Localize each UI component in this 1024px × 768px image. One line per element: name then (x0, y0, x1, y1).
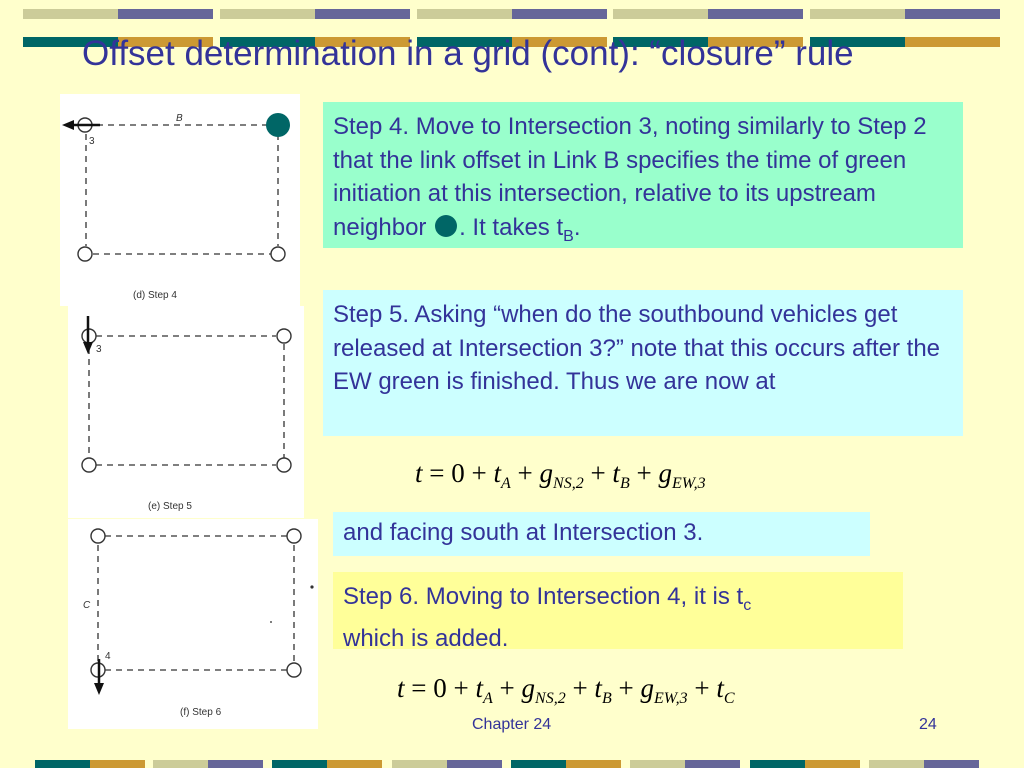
step-4-text-after: . It takes t (459, 213, 564, 241)
eq-var: t (612, 458, 620, 488)
eq-sub: C (723, 690, 735, 707)
figure-caption: (d) Step 4 (133, 290, 177, 301)
node-label: 4 (105, 651, 111, 662)
eq-var: g (658, 458, 672, 488)
step-6-box (333, 572, 903, 653)
arrow-down-icon (94, 683, 104, 695)
slide-title: Offset determination in a grid (cont): “closure” rule (82, 34, 854, 73)
eq-var: t (493, 458, 501, 488)
eq-var: t (415, 458, 423, 488)
eq-op: = 0 + (422, 458, 494, 488)
node-label: 3 (89, 136, 95, 147)
equation-1: $t = 0 + t_A + g_{NS,2} + t_B + g_{EW,3}$ (415, 458, 706, 492)
eq-sub: NS,2 (535, 690, 566, 707)
footer-page-number: 24 (919, 716, 937, 733)
figure-step-6 (68, 519, 318, 729)
step-5-box (323, 290, 963, 436)
figure-caption: (e) Step 5 (148, 501, 192, 512)
step-5-text: Step 5. Asking “when do the southbound vehicles get released at Intersection 3?” note that this occurs after the EW green is finished. Thus we are now at (333, 301, 941, 395)
arrow-left-icon (62, 120, 74, 130)
facing-text: and facing south at Intersection 3. (343, 519, 704, 546)
node-label: 3 (96, 344, 102, 355)
eq-sub: B (619, 475, 630, 492)
eq-sub: EW,3 (653, 690, 688, 707)
eq-var: t (397, 673, 405, 703)
link-label-b: B (176, 113, 183, 124)
eq-sub: B (601, 690, 612, 707)
upstream-node-icon (435, 215, 457, 237)
step-6-text: Step 6. Moving to Intersection 4, it is t (343, 583, 744, 610)
eq-sub: NS,2 (553, 475, 584, 492)
eq-var: g (521, 673, 536, 703)
step-4-end: . (573, 213, 581, 241)
step-6-text-2: which is added. (343, 625, 509, 653)
eq-var: g (640, 673, 654, 703)
figure-caption: (f) Step 6 (180, 707, 222, 718)
footer-chapter: Chapter 24 (472, 716, 552, 733)
step-6-subscript: c (743, 596, 752, 614)
facing-south-box (333, 512, 870, 556)
step-4-text: Step 4. Move to Intersection 3, noting similarly to Step 2 that the link offset in Link B specifies the time of green initiation at this intersection, relative to its upstream neighbor (333, 113, 927, 241)
figure-step-4 (60, 94, 300, 306)
arrow-down-icon (83, 342, 93, 354)
eq-var: g (539, 458, 554, 488)
eq-var: t (594, 673, 602, 703)
eq-var: t (475, 673, 483, 703)
step-4-subscript: B (563, 227, 574, 245)
eq-var: t (716, 673, 724, 703)
step-4-box (323, 102, 963, 248)
eq-op: = 0 + (404, 673, 476, 703)
eq-sub: EW,3 (671, 475, 706, 492)
eq-sub: A (501, 475, 511, 492)
link-label-c: C (83, 600, 91, 611)
equation-2: $t = 0 + t_A + g_{NS,2} + t_B + g_{EW,3} + t_C$ (397, 673, 735, 707)
upstream-node-icon (266, 113, 290, 137)
eq-sub: A (483, 690, 493, 707)
figure-step-5 (68, 306, 304, 518)
